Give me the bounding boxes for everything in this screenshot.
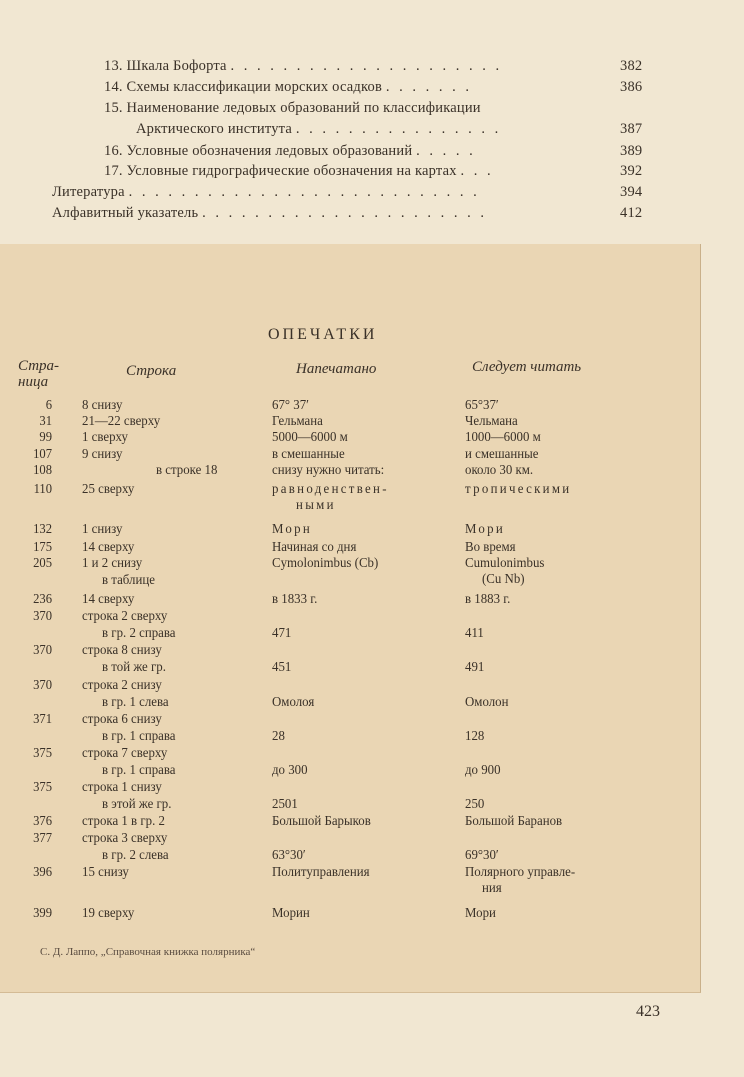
row-correct: около 30 км. [465,463,534,478]
row-page-number: 110 [33,482,52,497]
row-correct: 69°30′ [465,848,499,863]
row-line-ref: 9 снизу [82,447,123,462]
row-line-ref: строка 1 снизу [82,780,162,795]
toc-item [104,58,643,75]
row-page-number: 399 [33,906,52,921]
toc-label: Арктического института [136,121,293,137]
row-line-ref: в той же гр. [102,660,166,675]
row-correct: (Cu Nb) [482,572,525,587]
row-correct: и смешанные [465,447,539,462]
row-line-ref: в строке 18 [156,463,218,478]
row-page-number: 396 [33,865,52,880]
toc-leader: . . . . . . . . . . . . . . . . . . . . . [230,58,503,74]
row-printed: ными [296,498,336,513]
row-printed: 28 [272,729,285,744]
row-line-ref: 8 снизу [82,398,123,413]
row-line-ref: в гр. 1 справа [102,763,176,778]
row-line-ref: 15 снизу [82,865,129,880]
row-line-ref: 1 снизу [82,522,123,537]
toc-leader: . . . [460,163,494,179]
toc-item [52,205,643,222]
page-number: 423 [636,1003,660,1020]
toc-item [104,79,643,96]
header-line: Строка [126,363,177,379]
row-line-ref: 21—22 сверху [82,414,161,429]
row-printed: до 300 [272,763,308,778]
toc-leader: . . . . . . . [385,79,472,95]
toc-item [104,143,643,160]
row-line-ref: строка 8 снизу [82,643,162,658]
row-page-number: 31 [39,414,52,429]
toc-page: 389 [620,143,643,159]
row-printed: в смешанные [272,447,345,462]
row-correct: Мори [465,522,506,537]
row-printed: Начиная со дня [272,540,357,555]
toc-item [52,184,643,201]
toc-label: 14. Схемы классификации морских осадков [104,79,382,95]
toc-label: 13. Шкала Бофорта [104,58,227,74]
row-printed: Гельмана [272,414,323,429]
toc-page: 386 [620,79,643,95]
row-printed: 5000—6000 м [272,430,348,445]
row-page-number: 99 [39,430,52,445]
row-correct: Полярного управле- [465,865,576,880]
toc-item [104,163,643,180]
row-page-number: 108 [33,463,52,478]
toc-label: 16. Условные обозначения ледовых образований [104,143,413,159]
row-line-ref: строка 2 сверху [82,609,168,624]
row-page-number: 132 [33,522,52,537]
row-printed: Омолоя [272,695,315,710]
toc-page: 394 [620,184,643,200]
row-correct: 128 [465,729,485,744]
row-line-ref: в этой же гр. [102,797,172,812]
row-printed: 63°30′ [272,848,306,863]
row-printed: Cymolonimbus (Cb) [272,556,379,571]
row-line-ref: в гр. 1 справа [102,729,176,744]
row-correct: Мори [465,906,496,921]
row-correct: Во время [465,540,516,555]
row-page-number: 107 [33,447,52,462]
row-correct: в 1883 г. [465,592,511,607]
header-correct: Следует читать [472,359,582,375]
row-line-ref: строка 1 в гр. 2 [82,814,165,829]
row-printed: Морн [272,522,313,537]
row-page-number: 370 [33,643,52,658]
row-line-ref: строка 7 сверху [82,746,168,761]
header-printed: Напечатано [296,361,377,377]
row-page-number: 375 [33,746,52,761]
toc-page: 392 [620,163,643,179]
row-page-number: 6 [45,398,52,413]
header-page-line2: ница [18,374,49,390]
row-correct: тропическими [465,482,572,497]
row-page-number: 370 [33,609,52,624]
toc-leader: . . . . . [416,143,476,159]
row-printed: 67° 37′ [272,398,309,413]
row-page-number: 236 [33,592,52,607]
row-page-number: 375 [33,780,52,795]
row-line-ref: строка 3 сверху [82,831,168,846]
toc-label: 17. Условные гидрографические обозначения на картах [104,163,457,179]
header-page [18,358,59,390]
row-correct: 1000—6000 м [465,430,541,445]
row-line-ref: строка 2 снизу [82,678,162,693]
row-printed: Большой Барыков [272,814,371,829]
row-line-ref: в гр. 2 слева [102,848,169,863]
header-page-line1: Стра- [18,358,60,374]
toc-item [136,121,643,138]
toc-page: 387 [620,121,643,137]
row-page-number: 371 [33,712,52,727]
row-correct: 491 [465,660,485,675]
row-correct: Чельмана [465,414,518,429]
row-correct: Большой Баранов [465,814,563,829]
row-page-number: 370 [33,678,52,693]
toc-label: Литература [52,184,125,200]
row-line-ref: в гр. 1 слева [102,695,169,710]
toc-page: 412 [620,205,643,221]
row-printed: равноденствен- [272,482,389,497]
row-printed: Политуправления [272,865,370,880]
row-page-number: 376 [33,814,52,829]
row-correct: Омолон [465,695,509,710]
row-page-number: 377 [33,831,52,846]
row-printed: в 1833 г. [272,592,318,607]
toc-leader: . . . . . . . . . . . . . . . . . . . . . . [202,205,487,221]
row-correct: 250 [465,797,485,812]
row-line-ref: 14 сверху [82,540,135,555]
row-printed: Морин [272,906,310,921]
row-page-number: 175 [33,540,52,555]
row-printed: снизу нужно читать: [272,463,385,478]
row-correct: 411 [465,626,484,641]
toc-label: 15. Наименование ледовых образований по классификации [104,100,481,116]
row-correct: до 900 [465,763,501,778]
row-printed: 451 [272,660,292,675]
row-correct: ния [482,881,502,896]
toc-item [104,100,481,117]
row-line-ref: 1 сверху [82,430,128,445]
toc-label: Алфавитный указатель [52,205,199,221]
row-line-ref: в гр. 2 справа [102,626,176,641]
row-line-ref: 1 и 2 снизу [82,556,143,571]
row-line-ref: в таблице [102,573,155,588]
row-page-number: 205 [33,556,52,571]
row-line-ref: 25 сверху [82,482,135,497]
row-printed: 2501 [272,797,298,812]
row-line-ref: 14 сверху [82,592,135,607]
row-line-ref: 19 сверху [82,906,135,921]
toc-page: 382 [620,58,643,74]
footer-credit: С. Д. Лаппо, „Справочная книжка полярника“ [40,946,256,958]
row-printed: 471 [272,626,292,641]
row-correct: 65°37′ [465,398,499,413]
toc-leader: . . . . . . . . . . . . . . . . . . . . . . . . . . . [128,184,480,200]
errata-title: ОПЕЧАТКИ [268,326,378,343]
row-correct: Cumulonimbus [465,556,545,571]
toc-leader: . . . . . . . . . . . . . . . . [295,121,502,137]
row-line-ref: строка 6 снизу [82,712,162,727]
